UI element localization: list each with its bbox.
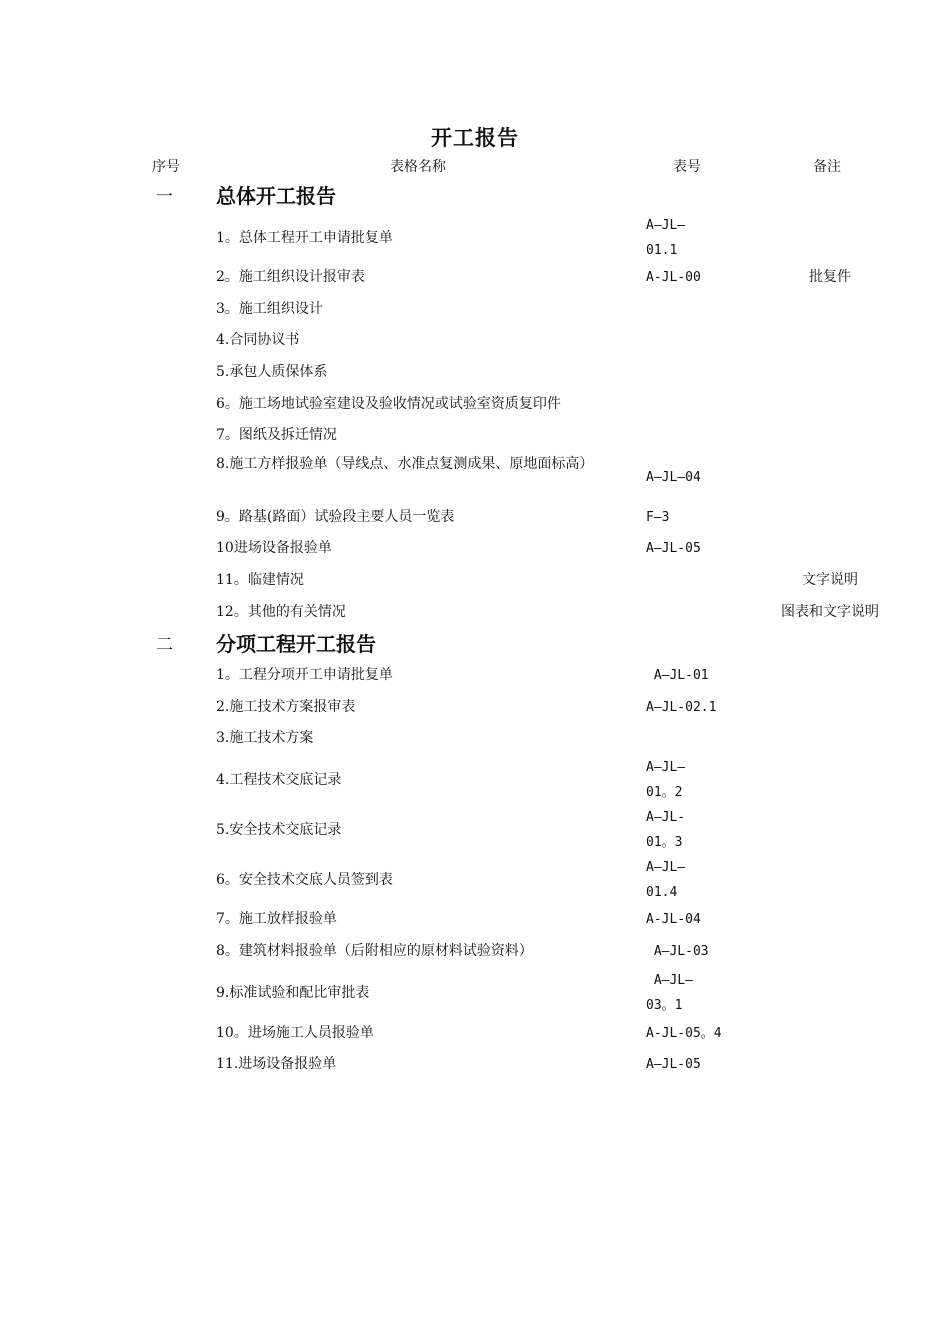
table-row (0, 907, 950, 932)
table-row (0, 452, 950, 502)
table-row (0, 536, 950, 561)
table-row (0, 755, 950, 805)
table-row (0, 695, 950, 720)
form-name: 11.进场设备报验单 (216, 1056, 337, 1072)
header-col-note: 备注 (813, 159, 841, 175)
table-row (0, 213, 950, 263)
form-name: 3.施工技术方案 (216, 730, 314, 746)
section-title: 分项工程开工报告 (216, 632, 376, 656)
form-code: A—JL-02.1 (646, 700, 717, 715)
form-name: 4.合同协议书 (216, 332, 300, 348)
form-name: 7。图纸及拆迁情况 (216, 427, 337, 443)
form-name: 3。施工组织设计 (216, 301, 323, 317)
header-col-no: 序号 (152, 159, 180, 175)
form-code: F—3 (646, 510, 670, 525)
section-number: 一 (156, 187, 173, 207)
form-code: A—JL- 01。3 (646, 810, 686, 850)
form-name: 5.承包人质保体系 (216, 364, 328, 380)
section-title: 总体开工报告 (216, 184, 336, 208)
form-code: A—JL-01 (646, 668, 709, 683)
form-name: 12。其他的有关情况 (216, 604, 346, 620)
form-code: A-JL-00 (646, 270, 701, 285)
form-name: 9.标准试验和配比审批表 (216, 984, 370, 1001)
form-name: 10进场设备报验单 (216, 540, 332, 556)
header-col-code: 表号 (673, 159, 701, 175)
form-name: 5.安全技术交底记录 (216, 821, 342, 838)
form-code: A—JL—04 (646, 469, 701, 485)
table-row (0, 805, 950, 855)
form-note: 批复件 (809, 269, 851, 285)
table-row (0, 265, 950, 290)
page-title: 开工报告 (431, 125, 519, 150)
form-code: A—JL— 01.1 (646, 218, 686, 258)
form-name: 2.施工技术方案报审表 (216, 699, 356, 715)
form-note: 文字说明 (802, 572, 858, 588)
form-name: 9。路基(路面）试验段主要人员一览表 (216, 509, 455, 525)
form-name: 1。工程分项开工申请批复单 (216, 667, 393, 683)
form-name: 11。临建情况 (216, 572, 304, 588)
form-code: A—JL— 03。1 (646, 973, 693, 1013)
table-row (0, 663, 950, 688)
table-row (0, 968, 950, 1018)
form-code: A—JL-05 (646, 541, 701, 556)
form-code: A—JL— 01。2 (646, 760, 686, 800)
header-col-name: 表格名称 (390, 159, 446, 175)
table-row (0, 505, 950, 530)
form-code: A—JL-05 (646, 1057, 701, 1072)
table-row (0, 726, 950, 751)
table-row (0, 568, 950, 593)
form-name: 10。进场施工人员报验单 (216, 1025, 374, 1041)
form-name: 8。建筑材料报验单（后附相应的原材料试验资料） (216, 943, 533, 959)
table-row (0, 392, 950, 417)
form-note: 图表和文字说明 (781, 604, 879, 620)
table-row (0, 360, 950, 385)
form-code: A—JL— 01.4 (646, 860, 686, 900)
form-name: 6。安全技术交底人员签到表 (216, 871, 393, 888)
table-row (0, 1052, 950, 1077)
form-code: A-JL-05。4 (646, 1026, 722, 1041)
table-row (0, 423, 950, 448)
form-name: 7。施工放样报验单 (216, 911, 337, 927)
table-row (0, 328, 950, 353)
table-row (0, 855, 950, 905)
section-number: 二 (156, 635, 173, 655)
form-name: 8.施工方样报验单（导线点、水准点复测成果、原地面标高） (216, 456, 594, 472)
form-name: 2。施工组织设计报审表 (216, 269, 365, 285)
form-name: 1。总体工程开工申请批复单 (216, 229, 393, 246)
table-row (0, 939, 950, 964)
form-name: 4.工程技术交底记录 (216, 771, 342, 788)
table-row (0, 297, 950, 322)
table-row (0, 600, 950, 625)
form-name: 6。施工场地试验室建设及验收情况或试验室资质复印件 (216, 396, 561, 412)
form-code: A—JL-03 (646, 944, 709, 959)
form-code: A-JL-04 (646, 912, 701, 927)
table-row (0, 1021, 950, 1046)
